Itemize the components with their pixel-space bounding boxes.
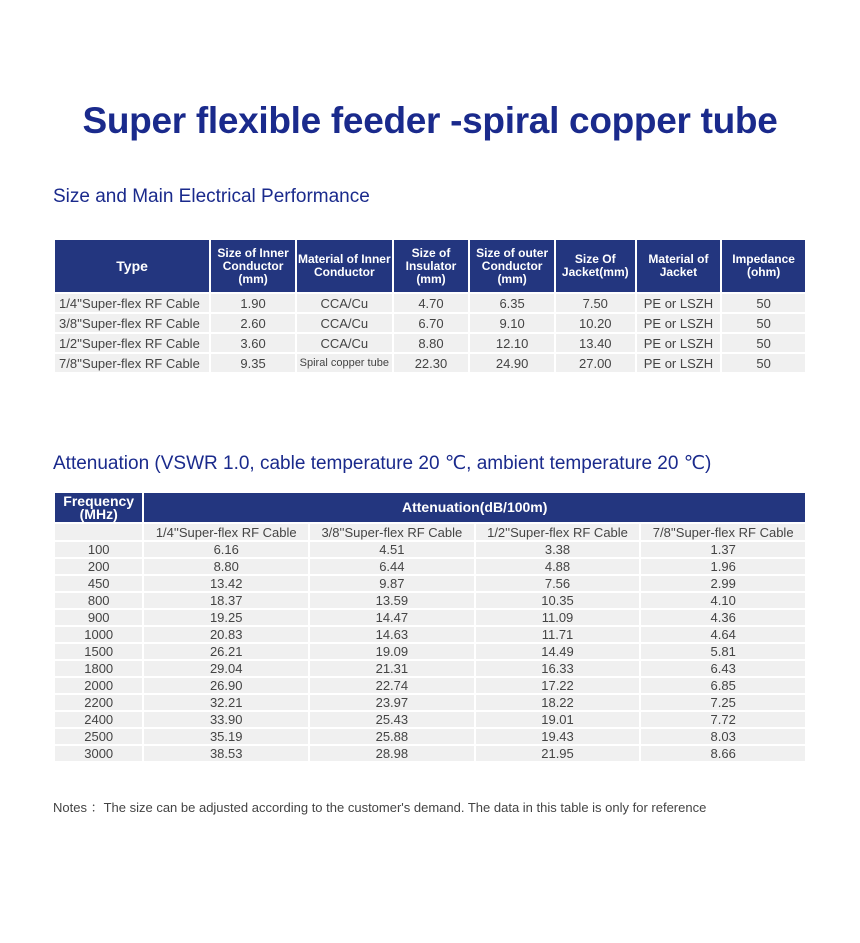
table-cell: CCA/Cu	[297, 314, 392, 332]
table-header-cell: Size of Inner Conductor (mm)	[211, 240, 295, 292]
table-cell: 6.16	[144, 542, 308, 557]
table-cell: 11.71	[476, 627, 640, 642]
table-cell: 6.44	[310, 559, 474, 574]
table-cell: 25.88	[310, 729, 474, 744]
table-cell: 50	[722, 294, 805, 312]
table-cell: 22.30	[394, 354, 469, 372]
table-cell: 8.66	[641, 746, 805, 761]
table-row	[55, 712, 805, 727]
table-cell: 29.04	[144, 661, 308, 676]
table-cell: 2500	[55, 729, 142, 744]
table-cell: 35.19	[144, 729, 308, 744]
table-cell: 2.99	[641, 576, 805, 591]
attenuation-header: Attenuation(dB/100m)	[144, 493, 805, 522]
table-cell: 7.72	[641, 712, 805, 727]
table-header-cell: Material of Jacket	[637, 240, 721, 292]
table-cell: 9.10	[470, 314, 554, 332]
table-cell: Spiral copper tube	[297, 354, 392, 372]
table-cell: 3.38	[476, 542, 640, 557]
table-cell: 19.09	[310, 644, 474, 659]
table-row	[55, 610, 805, 625]
table-cell: 4.64	[641, 627, 805, 642]
table-cell: 25.43	[310, 712, 474, 727]
table-header-cell: Material of Inner Conductor	[297, 240, 392, 292]
table-cell: 50	[722, 354, 805, 372]
table-header-cell: Size of outer Conductor (mm)	[470, 240, 554, 292]
table-cell: 100	[55, 542, 142, 557]
table-cell: 9.35	[211, 354, 295, 372]
size-performance-table	[53, 238, 807, 374]
table-row	[55, 334, 805, 352]
table-cell: 6.85	[641, 678, 805, 693]
table-cell: 13.59	[310, 593, 474, 608]
table-cell: 3000	[55, 746, 142, 761]
page-title: Super flexible feeder -spiral copper tube	[82, 100, 778, 141]
table-cell: 16.33	[476, 661, 640, 676]
table-cell: 10.20	[556, 314, 635, 332]
table-cell: 9.87	[310, 576, 474, 591]
table-row	[55, 559, 805, 574]
section-heading-size: Size and Main Electrical Performance	[53, 186, 370, 207]
table-cell: 8.80	[144, 559, 308, 574]
table-cell: 13.40	[556, 334, 635, 352]
table-cell: 18.22	[476, 695, 640, 710]
table-cell: 7.56	[476, 576, 640, 591]
table-header-cell: Type	[55, 240, 209, 292]
table-row	[55, 627, 805, 642]
table-row	[55, 294, 805, 312]
table-cell: 4.70	[394, 294, 469, 312]
table-cell: PE or LSZH	[637, 314, 721, 332]
table-cell: CCA/Cu	[297, 334, 392, 352]
table-cell: 2200	[55, 695, 142, 710]
attenuation-table	[53, 491, 807, 763]
frequency-header: Frequency (MHz)	[55, 493, 142, 522]
table-row	[55, 354, 805, 372]
table-cell: 5.81	[641, 644, 805, 659]
table-cell: 6.35	[470, 294, 554, 312]
table-cell: 1.90	[211, 294, 295, 312]
table-cell: 2.60	[211, 314, 295, 332]
table-cell: 1800	[55, 661, 142, 676]
table-cell: 900	[55, 610, 142, 625]
table-cell: 1.96	[641, 559, 805, 574]
section-heading-attenuation: Attenuation (VSWR 1.0, cable temperature 20 ℃, ambient temperature 20 ℃)	[53, 453, 712, 474]
table-cell: 7.50	[556, 294, 635, 312]
table-cell: 7.25	[641, 695, 805, 710]
table-cell: 3/8''Super-flex RF Cable	[55, 314, 209, 332]
table-cell: 14.63	[310, 627, 474, 642]
table-cell: 50	[722, 334, 805, 352]
table-cell: 19.25	[144, 610, 308, 625]
table-cell: 13.42	[144, 576, 308, 591]
table-cell: 21.95	[476, 746, 640, 761]
table-cell: 12.10	[470, 334, 554, 352]
subheader-cell: 1/2''Super-flex RF Cable	[476, 524, 640, 540]
table-cell: CCA/Cu	[297, 294, 392, 312]
table-row	[55, 576, 805, 591]
table-cell: 3.60	[211, 334, 295, 352]
table-cell: 21.31	[310, 661, 474, 676]
table-header-cell: Size Of Jacket(mm)	[556, 240, 635, 292]
table-cell: 8.03	[641, 729, 805, 744]
table-cell: 1/2''Super-flex RF Cable	[55, 334, 209, 352]
table-row	[55, 314, 805, 332]
table-cell: PE or LSZH	[637, 354, 721, 372]
table-header-cell: Size of Insulator (mm)	[394, 240, 469, 292]
table-cell: 14.47	[310, 610, 474, 625]
table-cell: 50	[722, 314, 805, 332]
table-cell: PE or LSZH	[637, 294, 721, 312]
table-row	[55, 542, 805, 557]
table-cell: 17.22	[476, 678, 640, 693]
table-cell: 1/4''Super-flex RF Cable	[55, 294, 209, 312]
table-cell: 27.00	[556, 354, 635, 372]
table-cell: 23.97	[310, 695, 474, 710]
table-row	[55, 746, 805, 761]
table-cell: 4.51	[310, 542, 474, 557]
subheader-cell: 1/4''Super-flex RF Cable	[144, 524, 308, 540]
subheader-cell: 7/8''Super-flex RF Cable	[641, 524, 805, 540]
table-cell: 4.36	[641, 610, 805, 625]
table-row	[55, 661, 805, 676]
table-cell: 14.49	[476, 644, 640, 659]
table-cell: 18.37	[144, 593, 308, 608]
table-cell: 1.37	[641, 542, 805, 557]
table-cell: 26.21	[144, 644, 308, 659]
table-cell: 200	[55, 559, 142, 574]
table-cell: 1500	[55, 644, 142, 659]
table-cell: 26.90	[144, 678, 308, 693]
table-cell: 28.98	[310, 746, 474, 761]
table-header-cell: Impedance (ohm)	[722, 240, 805, 292]
table-cell: 11.09	[476, 610, 640, 625]
notes-text: Notes ：The size can be adjusted according to the customer's demand. The data in this table is only for reference	[53, 800, 707, 815]
table-cell: 33.90	[144, 712, 308, 727]
table-row	[55, 644, 805, 659]
table-cell: 4.10	[641, 593, 805, 608]
table-cell: 6.70	[394, 314, 469, 332]
table-cell: 4.88	[476, 559, 640, 574]
blank-cell	[55, 524, 142, 540]
table-cell: 8.80	[394, 334, 469, 352]
subheader-cell: 3/8''Super-flex RF Cable	[310, 524, 474, 540]
table-cell: 7/8''Super-flex RF Cable	[55, 354, 209, 372]
table-cell: 24.90	[470, 354, 554, 372]
table-row	[55, 593, 805, 608]
table-cell: 6.43	[641, 661, 805, 676]
table-row	[55, 678, 805, 693]
table-cell: 38.53	[144, 746, 308, 761]
table-cell: 10.35	[476, 593, 640, 608]
table-cell: 2400	[55, 712, 142, 727]
table-row	[55, 695, 805, 710]
table-cell: PE or LSZH	[637, 334, 721, 352]
table-cell: 800	[55, 593, 142, 608]
table-cell: 22.74	[310, 678, 474, 693]
table-cell: 1000	[55, 627, 142, 642]
table-cell: 2000	[55, 678, 142, 693]
table-cell: 20.83	[144, 627, 308, 642]
table-cell: 32.21	[144, 695, 308, 710]
table-row	[55, 729, 805, 744]
table-cell: 19.43	[476, 729, 640, 744]
table-cell: 450	[55, 576, 142, 591]
table-cell: 19.01	[476, 712, 640, 727]
